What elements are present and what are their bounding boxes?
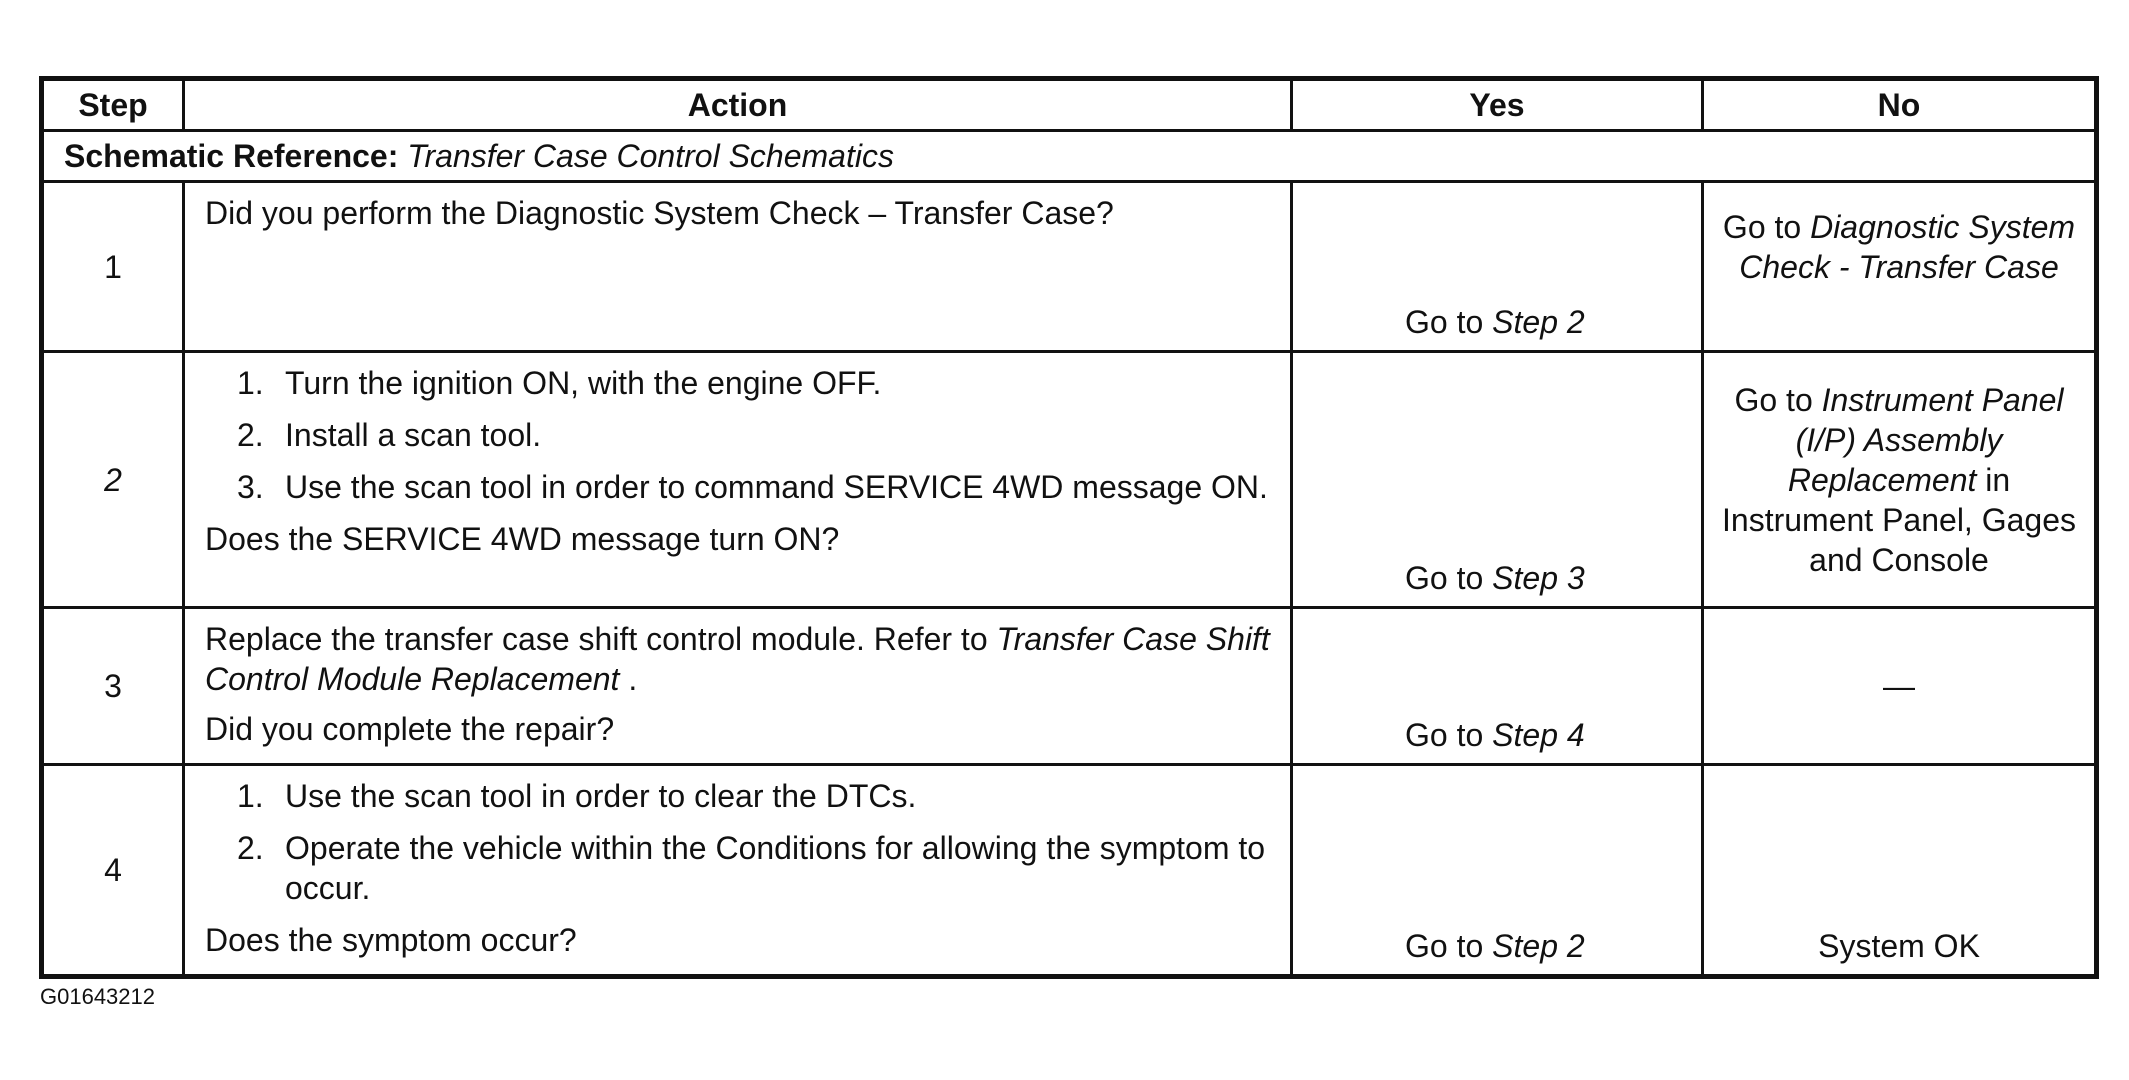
instruction-suffix: . [619,661,638,697]
schematic-reference-link: Transfer Case Control Schematics [407,138,894,174]
yes-prefix: Go to [1405,304,1493,340]
step-number: 2 [42,352,184,608]
list-item [205,467,1272,507]
list-item-text: Install a scan tool. [285,417,542,453]
action-question: Does the symptom occur? [205,922,577,958]
no-cell [1703,608,2097,765]
yes-cell [1292,765,1703,977]
diagnostic-table-container [39,76,2094,962]
yes-prefix: Go to [1405,560,1493,596]
table-row [42,182,2097,352]
header-yes: Yes [1292,79,1703,131]
figure-id: G01643212 [40,984,155,1009]
list-item-number: 1. [237,365,264,401]
action-question: Did you complete the repair? [205,711,615,747]
list-item-text: Turn the ignition ON, with the engine OFF. [285,365,882,401]
action-question: Did you perform the Diagnostic System Check – Transfer Case? [205,195,1114,231]
no-cell [1703,352,2097,608]
step-number: 1 [42,182,184,352]
action-instruction [205,619,1272,699]
header-step: Step [42,79,184,131]
table-row [42,608,2097,765]
list-item-number: 2. [237,417,264,453]
step-number: 4 [42,765,184,977]
header-no: No [1703,79,2097,131]
no-procedure-ref: Instrument Panel (I/P) Assembly Replacement [1787,381,2064,498]
yes-step-ref: Step 2 [1492,304,1585,340]
yes-cell [1292,608,1703,765]
yes-prefix: Go to [1405,717,1493,753]
header-action: Action [184,79,1292,131]
yes-prefix: Go to [1405,928,1493,964]
list-item [205,363,1272,403]
action-steps-list [205,363,1272,507]
no-procedure-ref: Diagnostic System Check - Transfer Case [1739,209,2076,285]
no-cell [1703,182,2097,352]
diagnostic-table [39,76,2099,979]
table-row [42,352,2097,608]
yes-step-ref: Step 3 [1492,560,1585,596]
instruction-procedure-ref: Transfer Case Shift Control Module Replacement [205,621,1270,697]
yes-step-ref: Step 2 [1492,928,1585,964]
no-cell [1703,765,2097,977]
yes-cell [1292,182,1703,352]
no-prefix: Go to [1722,209,1811,245]
no-prefix: Go to [1734,381,1822,418]
header-row [42,79,2097,131]
list-item [205,776,1272,816]
list-item-text: Use the scan tool in order to command SERVICE 4WD message ON. [285,469,1268,505]
list-item-number: 1. [237,778,264,814]
instruction-text: Replace the transfer case shift control module. Refer to [205,621,997,657]
schematic-reference-row [42,131,2097,182]
table-row [42,765,2097,977]
step-number: 3 [42,608,184,765]
no-value: System OK [1818,928,1980,964]
schematic-reference-cell [42,131,2097,182]
list-item-text: Operate the vehicle within the Conditions for allowing the symptom to occur. [285,830,1266,906]
no-suffix: in Instrument Panel, Gages and Console [1722,461,2076,578]
list-item-number: 2. [237,830,264,866]
action-question: Does the SERVICE 4WD message turn ON? [205,521,840,557]
list-item [205,828,1272,908]
list-item-number: 3. [237,469,264,505]
action-cell [184,352,1292,608]
no-value: — [1883,668,1915,704]
action-cell [184,608,1292,765]
action-steps-list [205,776,1272,908]
action-cell [184,765,1292,977]
yes-cell [1292,352,1703,608]
action-cell [184,182,1292,352]
schematic-reference-label: Schematic Reference: [64,138,399,174]
yes-step-ref: Step 4 [1492,717,1585,753]
list-item-text: Use the scan tool in order to clear the DTCs. [285,778,917,814]
list-item [205,415,1272,455]
